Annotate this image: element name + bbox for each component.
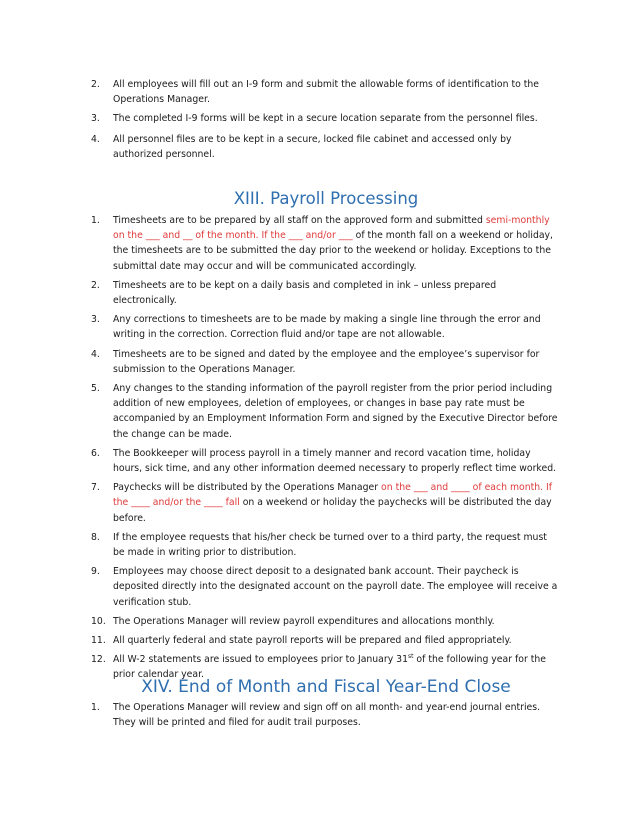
item-text-cont: of the month fall on a weekend or holiday, the timesheets are to be submitted the day prior to the weekend or holiday. Exceptions to the submittal date may occur and will be communicated accordingly. [113, 230, 554, 272]
item-number: 2. [91, 79, 100, 90]
list-item [91, 530, 561, 560]
item-number: 11. [91, 635, 106, 647]
item-text: Timesheets are to be kept on a daily basis and completed in ink – unless prepared electronically. [113, 279, 497, 307]
list-item [91, 278, 561, 308]
item-text-cont: on a weekend or holiday the paychecks will be distributed the day before. [113, 497, 552, 524]
section-heading-payroll: XIII. Payroll Processing [233, 189, 419, 208]
item-text: Employees may choose direct deposit to a designated bank account. Their paycheck is deposited directly into the designated account on the payroll date. The employee will receive a verification stub. [113, 566, 558, 608]
item-text: Timesheets are to be signed and dated by the employee and the employee’s supervisor for submission to the Operations Manager. [113, 348, 540, 375]
list-item [91, 347, 561, 377]
highlighted-text: on the ___ and ____ of each month. If the ____ and/or the ____ fall [113, 482, 553, 509]
item-number: 4. [91, 133, 100, 145]
month-end-list [91, 700, 561, 730]
item-text: Any corrections to timesheets are to be made by making a single line through the error and writing in the correction. Correction fluid and/or tape are not allowable. [113, 314, 541, 341]
prev-section-list [91, 77, 561, 162]
list-item [91, 312, 561, 342]
item-number: 10. [91, 615, 106, 627]
item-number: 4. [91, 348, 100, 360]
list-item [91, 111, 561, 126]
item-number: 12. [91, 654, 106, 666]
list-item [91, 700, 561, 730]
item-number: 9. [91, 566, 100, 578]
ordinal-superscript: st [407, 653, 414, 661]
item-text: The Operations Manager will review payroll expenditures and allocations monthly. [113, 615, 495, 627]
item-text: All W-2 statements are issued to employees prior to January 31 [113, 654, 408, 666]
item-number: 3. [91, 113, 100, 125]
item-text: Paychecks will be distributed by the Operations Manager [113, 482, 382, 494]
item-number: 8. [91, 531, 100, 543]
item-number: 3. [91, 314, 100, 326]
item-text-cont: of the following year for the prior calendar year. [113, 654, 546, 681]
item-text: If the employee requests that his/her check be turned over to a third party, the request must be made in writing prior to distribution. [113, 531, 547, 559]
list-item [91, 446, 561, 476]
list-item [91, 633, 561, 648]
section-heading-month-end: XIV. End of Month and Fiscal Year-End Close [141, 677, 511, 697]
list-item [91, 614, 561, 629]
highlighted-text: semi-monthly on the ___ and __ of the month. If the ___ and/or ___ [113, 215, 550, 242]
item-number: 5. [91, 383, 100, 395]
item-text: All personnel files are to be kept in a secure, locked file cabinet and accessed only by authorized personnel. [113, 133, 512, 160]
item-number: 1. [91, 702, 100, 713]
list-item [91, 480, 561, 526]
list-item [91, 77, 561, 107]
list-item [91, 213, 561, 274]
item-text: The Bookkeeper will process payroll in a timely manner and record vacation time, holiday hours, sick time, and any other information deemed necessary to properly reflect time worked. [113, 447, 557, 475]
list-item [91, 381, 561, 442]
item-number: 7. [91, 482, 100, 494]
list-item [91, 564, 561, 610]
item-text: Any changes to the standing information of the payroll register from the prior period including addition of new employees, deletion of employees, or changes in base pay rate must be accompanied by an Employment Information Form and signed by the Executive Director before the change can be made. [113, 383, 558, 440]
item-number: 1. [91, 215, 100, 226]
payroll-list [91, 213, 561, 683]
item-text: All employees will fill out an I-9 form and submit the allowable forms of identification to the Operations Manager. [113, 79, 540, 106]
item-number: 2. [91, 279, 100, 291]
item-text: The completed I-9 forms will be kept in a secure location separate from the personnel files. [113, 113, 538, 125]
item-text: All quarterly federal and state payroll reports will be prepared and filed appropriately. [113, 635, 512, 647]
item-text: The Operations Manager will review and sign off on all month- and year-end journal entries. They will be printed and filed for audit trail purposes. [113, 702, 541, 729]
list-item [91, 132, 561, 162]
item-text: Timesheets are to be prepared by all staff on the approved form and submitted [113, 215, 486, 226]
item-number: 6. [91, 447, 100, 459]
